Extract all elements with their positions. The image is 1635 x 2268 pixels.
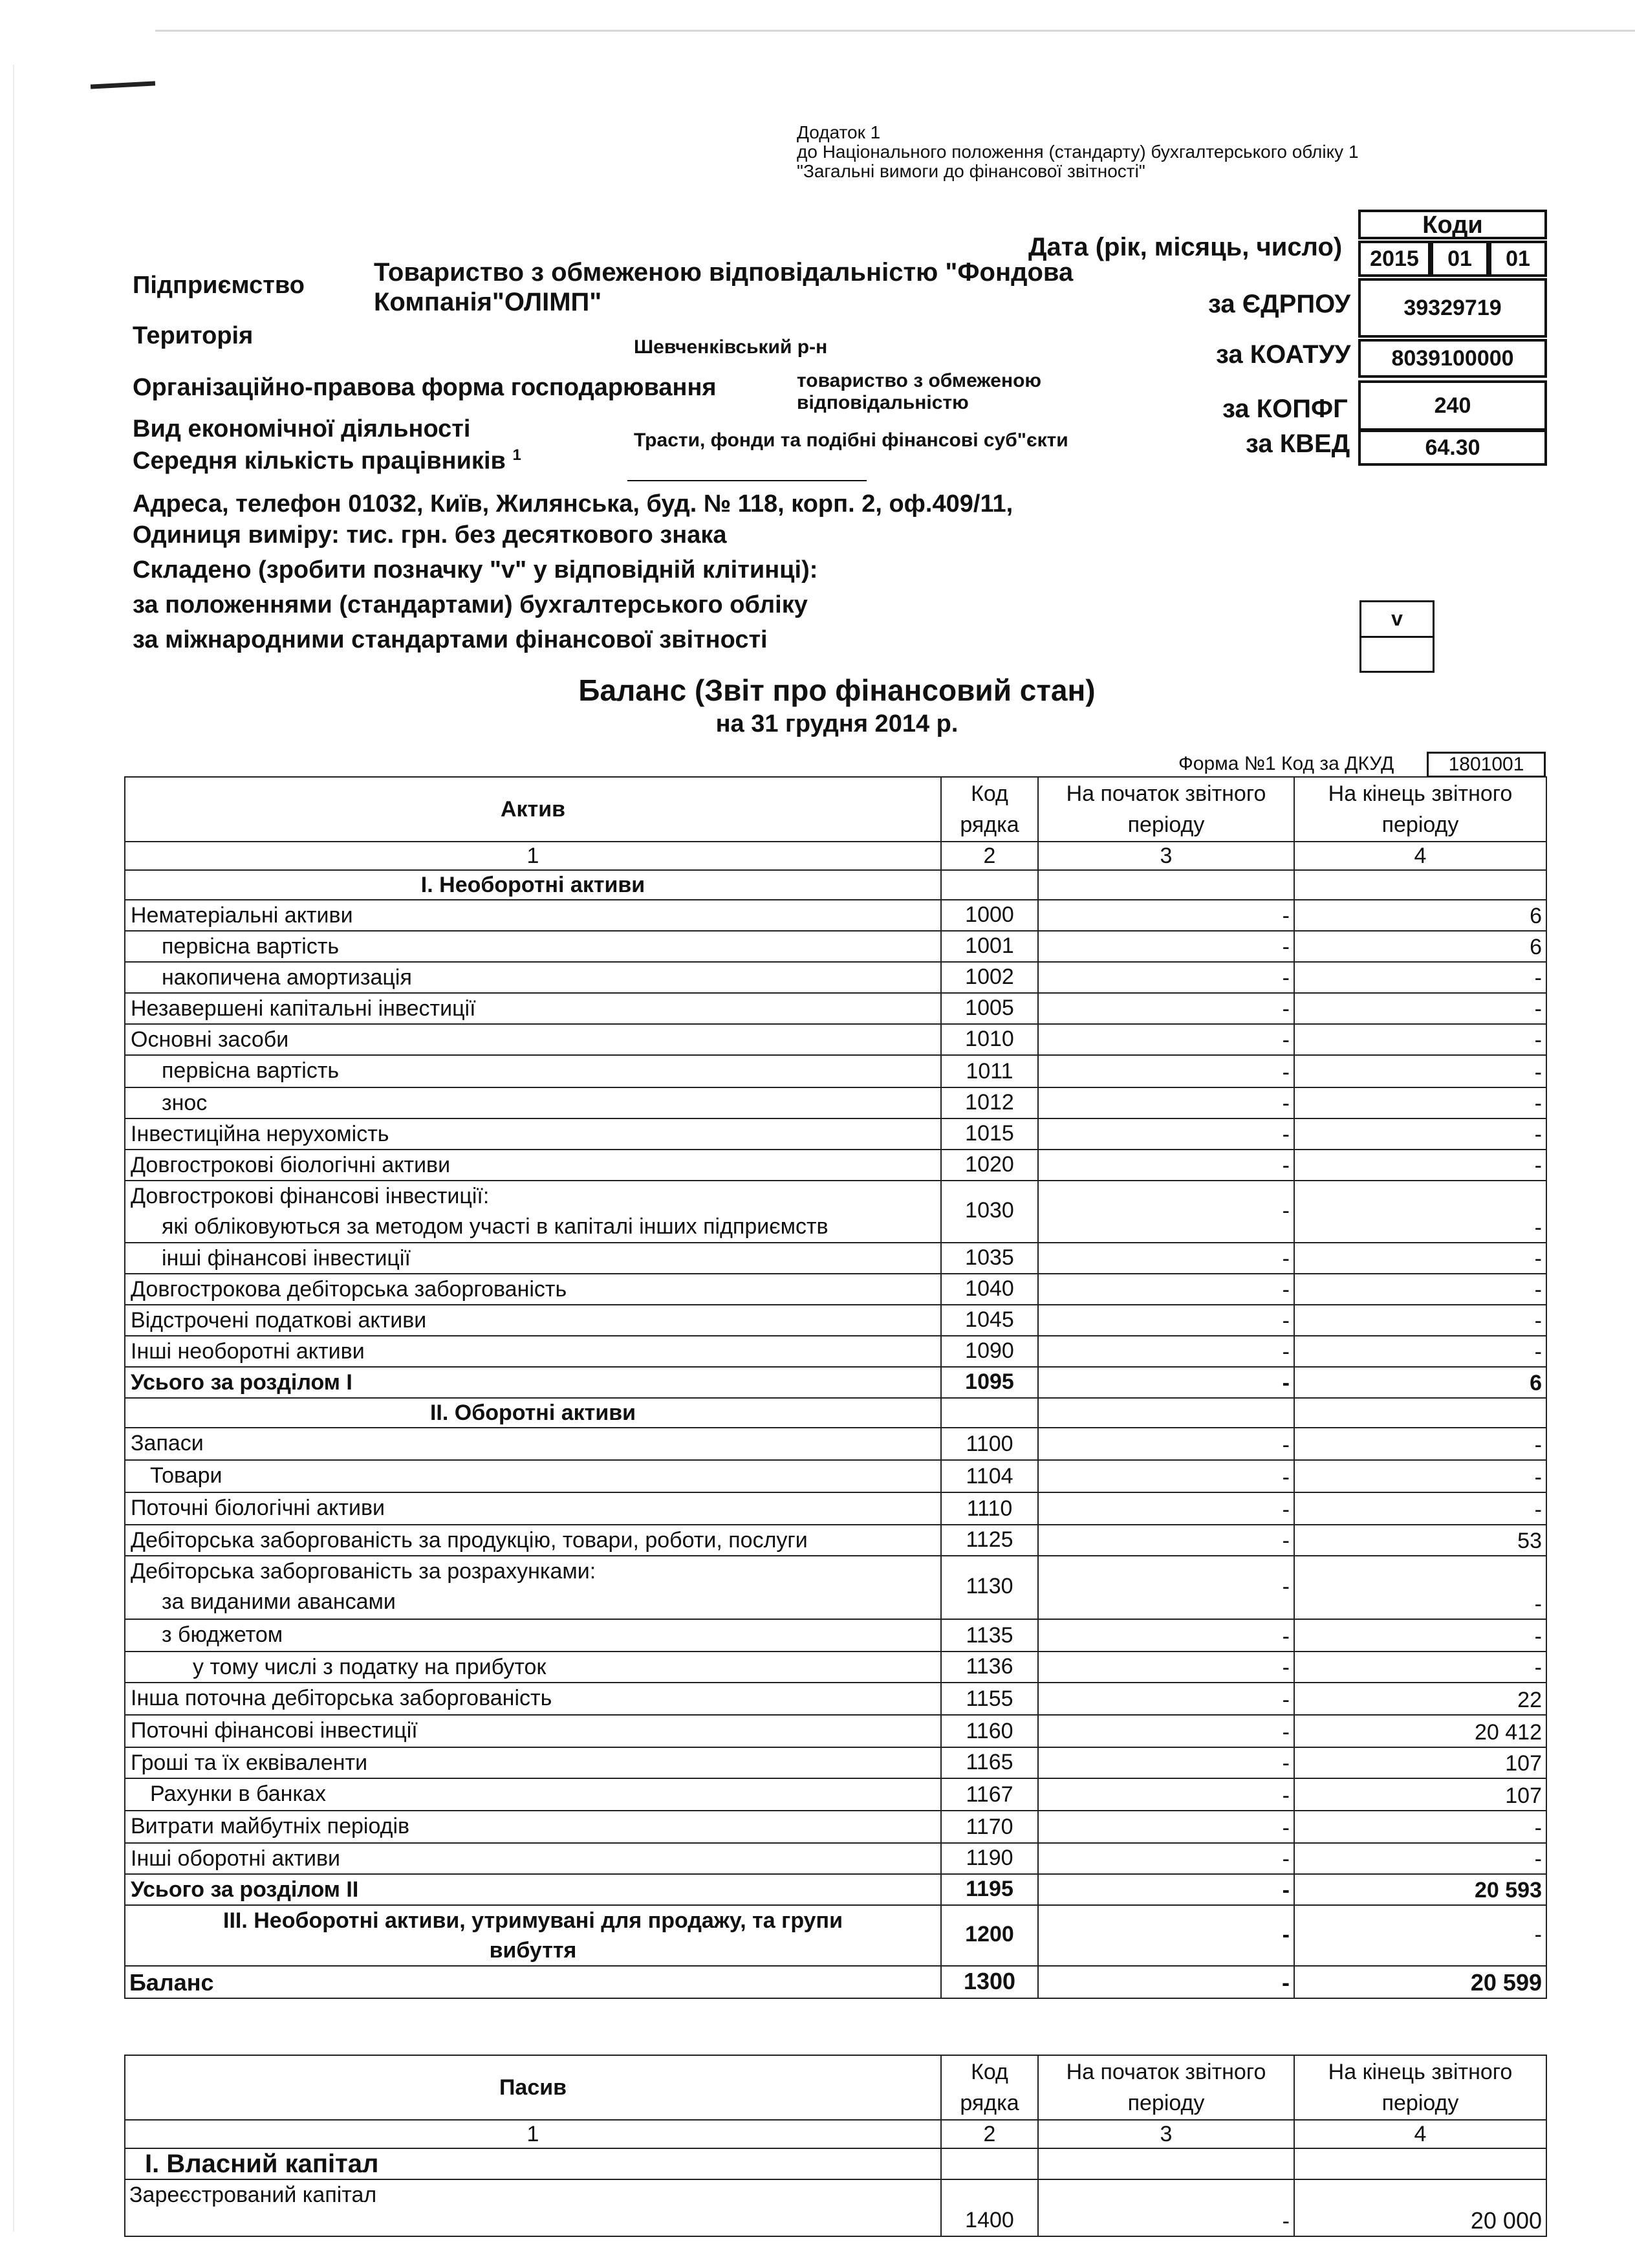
row-end-value: -: [1294, 1811, 1546, 1843]
row-label-text: Нематеріальні активи: [131, 903, 353, 928]
row-label-text: Відстрочені податкові активи: [131, 1308, 427, 1333]
asset-section-1-start: [1038, 870, 1294, 900]
table-row: [125, 1024, 1546, 1055]
koatuu-label: за КОАТУУ: [1216, 340, 1351, 369]
row-start-value: -: [1038, 1024, 1294, 1055]
row-start-value: -: [1038, 1778, 1294, 1811]
row-label-text: Інвестиційна нерухомість: [131, 1122, 389, 1146]
liab-row-name: Зареєстрований капітал: [125, 2179, 941, 2236]
row-label-text: Дебіторська заборгованість за розрахунками:: [131, 1559, 596, 1584]
row-end-value: -: [1294, 1556, 1546, 1619]
row-end-value: 22: [1294, 1683, 1546, 1715]
row-label-text: інші фінансові інвестиції: [162, 1246, 411, 1270]
asset-section-1-row: [125, 870, 1546, 900]
row-label-text: первісна вартість: [162, 934, 340, 959]
table-row: [125, 1274, 1546, 1305]
row-code: 1155: [941, 1683, 1038, 1715]
table-row: [125, 1843, 1546, 1874]
asset-section-3-title: [125, 1905, 941, 1966]
row-end-value: 20 412: [1294, 1715, 1546, 1747]
asset-section-2-title: II. Оборотні активи: [125, 1398, 941, 1428]
liab-index-2: 2: [941, 2120, 1038, 2148]
page-subtitle: [0, 710, 1635, 738]
legal-form-line-1: товариство з обмеженою: [797, 370, 1042, 391]
enterprise-name-line-1: Товариство з обмеженою відповідальністю "Фондова: [374, 258, 1074, 287]
liab-row-1400: [125, 2179, 1546, 2236]
asset-section-2-code: [941, 1398, 1038, 1428]
row-end-value: -: [1294, 1118, 1546, 1150]
balance-start: -: [1038, 1966, 1294, 1998]
row-end-value: -: [1294, 1305, 1546, 1336]
row-code: 1001: [941, 931, 1038, 962]
scan-top-edge: [155, 30, 1635, 32]
row-label-text: Усього за розділом II: [131, 1877, 359, 1902]
row-code: 1167: [941, 1778, 1038, 1811]
liab-section-1-title: I. Власний капітал: [125, 2148, 941, 2179]
asset-col-end-header: На кінець звітного періоду: [1294, 777, 1546, 842]
enterprise-label: Підприємство: [133, 272, 305, 299]
enterprise-name: [374, 257, 1073, 317]
row-code: 1136: [941, 1652, 1038, 1683]
table-row: [125, 1150, 1546, 1181]
asset-header-row: [125, 777, 1546, 842]
table-row: [125, 1243, 1546, 1274]
row-end-value: -: [1294, 1336, 1546, 1367]
date-label: Дата (рік, місяць, число): [1028, 233, 1343, 261]
unit-line: Одиниця виміру: тис. грн. без десяткового знака: [133, 521, 727, 549]
address-line: Адреса, телефон 01032, Київ, Жилянська, буд. № 118, корп. 2, оф.409/11,: [133, 490, 1013, 518]
row-label-text: Довгострокова дебіторська заборгованість: [131, 1277, 567, 1302]
liab-row-code: 1400: [941, 2179, 1038, 2236]
liab-col-code-header: Код рядка: [941, 2055, 1038, 2120]
staff-blank-line: [627, 480, 867, 481]
row-label: [125, 1118, 941, 1150]
row-end-value: -: [1294, 1150, 1546, 1181]
liab-index-3: 3: [1038, 2120, 1294, 2148]
row-start-value: -: [1038, 1811, 1294, 1843]
row-start-value: -: [1038, 1556, 1294, 1619]
row-start-value: -: [1038, 1492, 1294, 1525]
asset-section-2-row: [125, 1398, 1546, 1428]
row-label-text: Незавершені капітальні інвестиції: [131, 996, 476, 1021]
row-end-value: -: [1294, 1619, 1546, 1652]
row-end-value: 6: [1294, 931, 1546, 962]
row-code: 1135: [941, 1619, 1038, 1652]
row-start-value: -: [1038, 1118, 1294, 1150]
row-code: 1130: [941, 1556, 1038, 1619]
table-row: [125, 1778, 1546, 1811]
table-row: [125, 1747, 1546, 1778]
row-start-value: -: [1038, 1243, 1294, 1274]
row-label: [125, 1619, 941, 1652]
row-label: [125, 1460, 941, 1492]
row-end-value: -: [1294, 1087, 1546, 1118]
row-label: [125, 1336, 941, 1367]
row-code: 1045: [941, 1305, 1038, 1336]
row-end-value: -: [1294, 1181, 1546, 1243]
row-code: 1011: [941, 1055, 1038, 1087]
liab-col-end-header: На кінець звітного періоду: [1294, 2055, 1546, 2120]
row-label: [125, 1652, 941, 1683]
row-label-subtext: за виданими авансами: [162, 1589, 396, 1614]
liab-row-start: -: [1038, 2179, 1294, 2236]
row-code: 1005: [941, 993, 1038, 1024]
row-label-text: у тому числі з податку на прибуток: [193, 1655, 547, 1679]
row-end-value: 6: [1294, 900, 1546, 931]
row-end-value: -: [1294, 1492, 1546, 1525]
row-label: [125, 1181, 941, 1243]
legal-form-label: Організаційно-правова форма господарювання: [133, 374, 717, 401]
standards-ua-label: за положеннями (стандартами) бухгалтерського обліку: [133, 591, 808, 618]
balance-end: 20 599: [1294, 1966, 1546, 1998]
liab-row-end: 20 000: [1294, 2179, 1546, 2236]
appendix-note: [797, 123, 1359, 181]
asset-section-3-row: [125, 1905, 1546, 1966]
row-end-value: 53: [1294, 1525, 1546, 1556]
row-label-text: первісна вартість: [162, 1058, 340, 1083]
row-start-value: -: [1038, 1087, 1294, 1118]
row-label-text: Поточні фінансові інвестиції: [131, 1718, 418, 1743]
table-row: [125, 931, 1546, 962]
table-row: [125, 1556, 1546, 1619]
row-label-text: Довгострокові фінансові інвестиції:: [131, 1184, 490, 1208]
date-day: 01: [1489, 241, 1547, 277]
liab-section-1-code: [941, 2148, 1038, 2179]
row-label: [125, 1087, 941, 1118]
standards-ifrs-checkbox[interactable]: [1361, 638, 1433, 673]
row-code: 1000: [941, 900, 1038, 931]
liab-section-1-end: [1294, 2148, 1546, 2179]
row-label: [125, 1843, 941, 1874]
liab-index-4: 4: [1294, 2120, 1546, 2148]
territory-value: Шевченківський р-н: [634, 336, 828, 358]
asset-section-3-line-2: вибуття: [489, 1938, 577, 1963]
row-code: 1012: [941, 1087, 1038, 1118]
row-code: 1040: [941, 1274, 1038, 1305]
row-start-value: -: [1038, 1367, 1294, 1398]
row-code: 1002: [941, 962, 1038, 993]
asset-col-name-header: Актив: [125, 777, 941, 842]
row-code: 1165: [941, 1747, 1038, 1778]
row-start-value: -: [1038, 993, 1294, 1024]
table-row: [125, 900, 1546, 931]
row-start-value: -: [1038, 1150, 1294, 1181]
liab-index-1: 1: [125, 2120, 941, 2148]
table-row: [125, 1460, 1546, 1492]
asset-index-4: 4: [1294, 842, 1546, 870]
asset-index-3: 3: [1038, 842, 1294, 870]
standards-checkbox-group: [1359, 600, 1435, 673]
row-label: [125, 1747, 941, 1778]
row-start-value: -: [1038, 1336, 1294, 1367]
row-start-value: -: [1038, 1181, 1294, 1243]
row-start-value: -: [1038, 1715, 1294, 1747]
row-label: [125, 1811, 941, 1843]
standards-ifrs-label: за міжнародними стандартами фінансової звітності: [133, 626, 768, 653]
codes-title: Коди: [1358, 210, 1547, 239]
row-end-value: 107: [1294, 1778, 1546, 1811]
table-row: [125, 1619, 1546, 1652]
asset-section-3-end: -: [1294, 1905, 1546, 1966]
row-label: [125, 993, 941, 1024]
table-row: [125, 1055, 1546, 1087]
row-label-text: знос: [162, 1091, 208, 1115]
row-label: [125, 1525, 941, 1556]
row-label: [125, 1683, 941, 1715]
table-row: [125, 1652, 1546, 1683]
table-row: [125, 1367, 1546, 1398]
row-label: [125, 1150, 941, 1181]
row-end-value: -: [1294, 1024, 1546, 1055]
row-start-value: -: [1038, 962, 1294, 993]
asset-section-3-start: -: [1038, 1905, 1294, 1966]
row-label: [125, 1556, 941, 1619]
row-label: [125, 1492, 941, 1525]
row-label-text: Гроші та їх еквіваленти: [131, 1750, 368, 1775]
date-month: 01: [1431, 241, 1489, 277]
row-code: 1090: [941, 1336, 1038, 1367]
row-code: 1100: [941, 1428, 1038, 1460]
date-year: 2015: [1358, 241, 1431, 277]
liabilities-table: [124, 2055, 1547, 2237]
standards-ua-checkbox[interactable]: v: [1361, 602, 1433, 638]
compiled-line: Складено (зробити позначку "v" у відповідній клітинці):: [133, 556, 818, 583]
row-code: 1104: [941, 1460, 1038, 1492]
row-label-text: Основні засоби: [131, 1027, 289, 1052]
row-label: [125, 1305, 941, 1336]
row-start-value: -: [1038, 1460, 1294, 1492]
row-code: 1010: [941, 1024, 1038, 1055]
row-code: 1195: [941, 1874, 1038, 1905]
table-row: [125, 1336, 1546, 1367]
row-code: 1020: [941, 1150, 1038, 1181]
row-label-text: Усього за розділом I: [131, 1370, 352, 1395]
row-label-text: Запаси: [131, 1431, 204, 1456]
asset-section-1-title: I. Необоротні активи: [125, 870, 941, 900]
row-start-value: -: [1038, 1843, 1294, 1874]
appendix-line-1: Додаток 1: [797, 122, 881, 142]
row-start-value: -: [1038, 931, 1294, 962]
row-label-text: Поточні біологічні активи: [131, 1496, 385, 1520]
asset-section-2-rows: [125, 1428, 1546, 1905]
asset-col-code-header: Код рядка: [941, 777, 1038, 842]
table-row: [125, 1715, 1546, 1747]
activity-label: Вид економічної діяльності: [133, 415, 471, 442]
row-label: [125, 1367, 941, 1398]
row-label: [125, 1243, 941, 1274]
table-row: [125, 1305, 1546, 1336]
page-title: [0, 673, 1635, 708]
balance-row: [125, 1966, 1546, 1998]
row-start-value: -: [1038, 1683, 1294, 1715]
row-start-value: -: [1038, 1874, 1294, 1905]
row-end-value: 107: [1294, 1747, 1546, 1778]
row-code: 1110: [941, 1492, 1038, 1525]
table-row: [125, 962, 1546, 993]
asset-section-1-code: [941, 870, 1038, 900]
appendix-line-2: до Національного положення (стандарту) бухгалтерського обліку 1: [797, 142, 1359, 162]
row-label-text: Рахунки в банках: [150, 1782, 326, 1806]
liab-col-start-header: На початок звітного періоду: [1038, 2055, 1294, 2120]
row-label: [125, 900, 941, 931]
asset-section-3-code: 1200: [941, 1905, 1038, 1966]
row-end-value: -: [1294, 1274, 1546, 1305]
edrpou-value: 39329719: [1358, 278, 1547, 338]
row-start-value: -: [1038, 1305, 1294, 1336]
row-label: [125, 1274, 941, 1305]
row-end-value: -: [1294, 993, 1546, 1024]
liab-index-row: [125, 2120, 1546, 2148]
row-label-text: Товари: [150, 1463, 222, 1488]
table-row: [125, 1118, 1546, 1150]
row-code: 1030: [941, 1181, 1038, 1243]
row-label: [125, 1874, 941, 1905]
legal-form-value: [797, 370, 1041, 414]
row-label-text: Довгострокові біологічні активи: [131, 1153, 451, 1177]
asset-section-2-start: [1038, 1398, 1294, 1428]
row-code: 1035: [941, 1243, 1038, 1274]
legal-form-line-2: відповідальністю: [797, 392, 969, 413]
table-row: [125, 1428, 1546, 1460]
row-label-text: Інші необоротні активи: [131, 1339, 365, 1364]
table-row: [125, 1683, 1546, 1715]
enterprise-name-line-2: Компанія"ОЛІМП": [374, 288, 602, 316]
territory-label: Територія: [133, 322, 254, 349]
row-end-value: -: [1294, 1243, 1546, 1274]
koatuu-value: 8039100000: [1358, 339, 1547, 378]
row-label: [125, 931, 941, 962]
row-label-text: Інша поточна дебіторська заборгованість: [131, 1686, 552, 1710]
row-end-value: -: [1294, 962, 1546, 993]
row-label: [125, 1428, 941, 1460]
row-start-value: -: [1038, 1652, 1294, 1683]
row-start-value: -: [1038, 1274, 1294, 1305]
table-row: [125, 1811, 1546, 1843]
row-label: [125, 1715, 941, 1747]
activity-value: Трасти, фонди та подібні фінансові суб"єкти: [634, 430, 1068, 451]
asset-index-1: 1: [125, 842, 941, 870]
asset-index-row: [125, 842, 1546, 870]
row-label-text: Дебіторська заборгованість за продукцію, товари, роботи, послуги: [131, 1528, 808, 1553]
row-code: 1095: [941, 1367, 1038, 1398]
row-start-value: -: [1038, 1525, 1294, 1556]
row-start-value: -: [1038, 1428, 1294, 1460]
asset-section-1-rows: [125, 900, 1546, 1398]
row-start-value: -: [1038, 900, 1294, 931]
row-label-text: накопичена амортизація: [162, 965, 412, 990]
table-row: [125, 1874, 1546, 1905]
table-row: [125, 1492, 1546, 1525]
staff-footnote: 1: [512, 446, 521, 464]
table-row: [125, 1087, 1546, 1118]
row-start-value: -: [1038, 1619, 1294, 1652]
form-label: Форма №1 Код за ДКУД: [1178, 753, 1394, 774]
kopfg-label: за КОПФГ: [1222, 395, 1348, 423]
row-label-text: з бюджетом: [162, 1622, 283, 1647]
kved-value: 64.30: [1358, 430, 1547, 466]
asset-section-2-end: [1294, 1398, 1546, 1428]
row-end-value: -: [1294, 1460, 1546, 1492]
staff-label: [133, 446, 521, 475]
row-end-value: -: [1294, 1055, 1546, 1087]
table-row: [125, 1525, 1546, 1556]
asset-section-1-end: [1294, 870, 1546, 900]
asset-index-2: 2: [941, 842, 1038, 870]
kved-label: за КВЕД: [1246, 430, 1350, 458]
asset-table: [124, 776, 1547, 1999]
table-row: [125, 1181, 1546, 1243]
row-start-value: -: [1038, 1747, 1294, 1778]
liab-col-name-header: Пасив: [125, 2055, 941, 2120]
row-end-value: -: [1294, 1428, 1546, 1460]
row-code: 1015: [941, 1118, 1038, 1150]
balance-code: 1300: [941, 1966, 1038, 1998]
page-title-text: Баланс (Звіт про фінансовий стан): [578, 673, 1096, 707]
row-code: 1190: [941, 1843, 1038, 1874]
page-subtitle-text: на 31 грудня 2014 р.: [715, 710, 958, 737]
row-label-text: Інші оборотні активи: [131, 1846, 340, 1871]
row-label: [125, 1024, 941, 1055]
row-label: [125, 962, 941, 993]
row-code: 1160: [941, 1715, 1038, 1747]
form-code: 1801001: [1427, 752, 1546, 778]
row-end-value: 6: [1294, 1367, 1546, 1398]
row-label: [125, 1778, 941, 1811]
asset-col-start-header: На початок звітного періоду: [1038, 777, 1294, 842]
staff-label-text: Середня кількість працівників: [133, 447, 506, 475]
table-row: [125, 993, 1546, 1024]
liab-section-1-start: [1038, 2148, 1294, 2179]
row-end-value: -: [1294, 1843, 1546, 1874]
row-start-value: -: [1038, 1055, 1294, 1087]
scan-left-edge: [13, 65, 14, 2232]
liab-header-row: [125, 2055, 1546, 2120]
liab-section-1-row: [125, 2148, 1546, 2179]
appendix-line-3: "Загальні вимоги до фінансової звітності": [797, 161, 1145, 181]
asset-section-3-line-1: III. Необоротні активи, утримувані для продажу, та групи: [223, 1908, 843, 1933]
balance-label: Баланс: [125, 1966, 941, 1998]
row-label-subtext: які обліковуються за методом участі в капіталі інших підприємств: [162, 1214, 828, 1239]
edrpou-label: за ЄДРПОУ: [1208, 290, 1351, 318]
row-label-text: Витрати майбутніх періодів: [131, 1814, 410, 1838]
scan-mark: [91, 81, 155, 89]
row-label: [125, 1055, 941, 1087]
kopfg-value: 240: [1358, 380, 1547, 431]
row-code: 1170: [941, 1811, 1038, 1843]
row-code: 1125: [941, 1525, 1038, 1556]
row-end-value: -: [1294, 1652, 1546, 1683]
row-end-value: 20 593: [1294, 1874, 1546, 1905]
